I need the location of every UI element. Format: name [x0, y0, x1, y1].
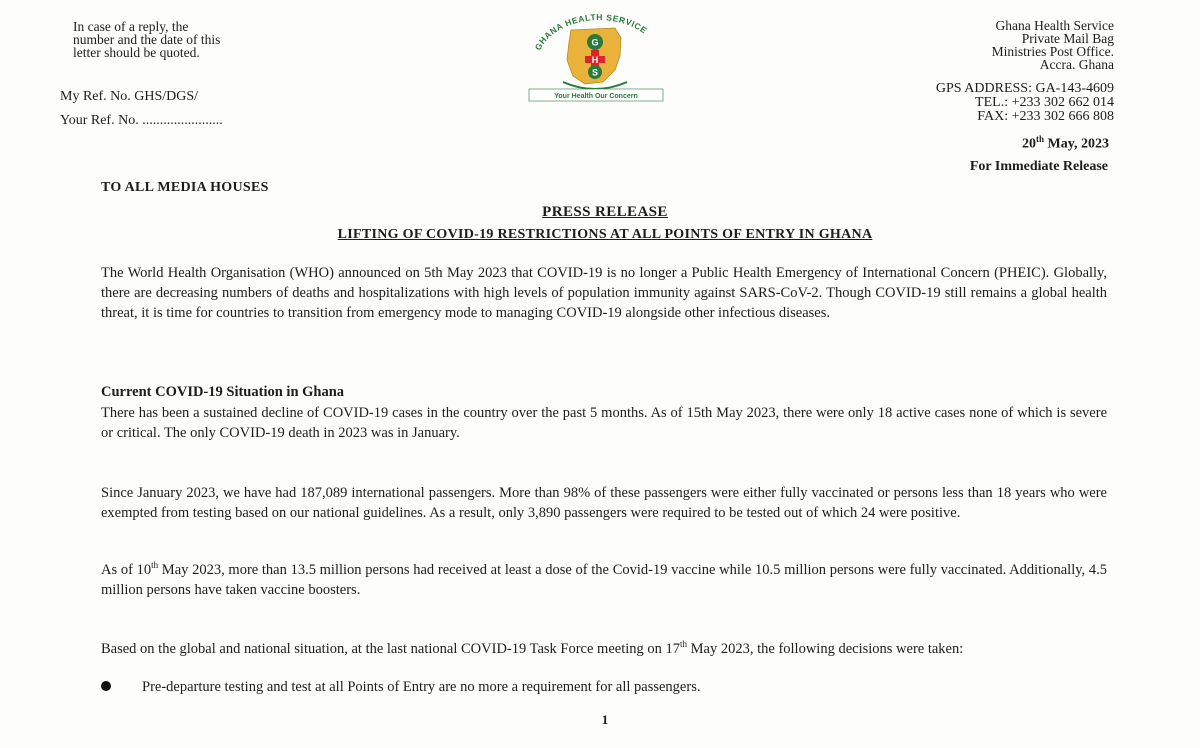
reply-instructions-line: number and the date of this: [73, 32, 221, 47]
vaccine-text-start: As of 10: [101, 562, 152, 578]
address-line: Private Mail Bag: [1021, 31, 1114, 46]
bullet-item: Pre-departure testing and test at all Points of Entry are no more a requirement for all passengers.: [142, 679, 701, 695]
ghs-logo: [523, 12, 669, 102]
vaccine-paragraph: [101, 560, 1107, 600]
date-suffix: th: [1036, 134, 1045, 144]
situation-heading: Current COVID-19 Situation in Ghana: [101, 384, 345, 400]
ghs-address: [992, 19, 1114, 71]
release-date: [1022, 134, 1109, 153]
situation-paragraph: There has been a sustained decline of COVID-19 cases in the country over the past 5 months. As of 15th May 2023, there were only 18 active cases none of which is severe or critical. The only COVID-19 death in 2023 was in January.: [101, 405, 1107, 441]
document-subtitle: LIFTING OF COVID-19 RESTRICTIONS AT ALL POINTS OF ENTRY IN GHANA: [337, 227, 873, 242]
my-reference: My Ref. No. GHS/DGS/: [60, 89, 199, 104]
reply-instructions: [73, 20, 220, 59]
vaccine-sup: th: [151, 560, 159, 571]
decisions-paragraph: [101, 639, 1107, 659]
telephone: TEL.: +233 302 662 014: [975, 95, 1114, 110]
document-title: PRESS RELEASE: [542, 204, 668, 220]
passengers-paragraph: Since January 2023, we have had 187,089 international passengers. More than 98% of these passengers were either fully vaccinated or persons less than 18 years who were exempted from testing based on our national guidelines. As a result, only 3,890 passengers were required to be tested out of which 24 were positive.: [101, 485, 1107, 521]
decisions-text-start: Based on the global and national situation, at the last national COVID-19 Task Force meeting on 17: [101, 641, 681, 657]
reply-instructions-line: letter should be quoted.: [73, 45, 200, 60]
page-number: 1: [601, 712, 609, 727]
gps-address: GPS ADDRESS: GA-143-4609: [935, 81, 1114, 96]
logo-letter-g: G: [591, 37, 599, 48]
decisions-text-end: May 2023, the following decisions were taken:: [687, 641, 964, 657]
reply-instructions-line: In case of a reply, the: [73, 19, 189, 34]
logo-letter-s: S: [591, 67, 599, 78]
fax: FAX: +233 302 666 808: [977, 109, 1114, 124]
date-rest: May, 2023: [1044, 136, 1109, 152]
logo-tagline: Your Health Our Concern: [554, 93, 638, 100]
logo-arc-text: GHANA HEALTH SERVICE: [532, 12, 650, 52]
vaccine-text-end: May 2023, more than 13.5 million persons had received at least a dose of the Covid-19 vaccine while 10.5 million persons were fully vaccinated. Additionally, 4.5 million persons have taken vaccine boosters.: [101, 562, 1107, 598]
intro-paragraph: The World Health Organisation (WHO) announced on 5th May 2023 that COVID-19 is no longer a Public Health Emergency of International Concern (PHEIC). Globally, there are decreasing numbers of deaths and hospitalizations with high levels of population immunity against SARS-CoV-2. Though COVID-19 still remains a global health threat, it is time for countries to transition from emergency mode to managing COVID-19 alongside other infectious diseases.: [101, 265, 1107, 321]
date-day: 20: [1022, 136, 1037, 152]
contact-block: [936, 82, 1114, 124]
addressee: TO ALL MEDIA HOUSES: [101, 180, 269, 195]
your-reference: Your Ref. No. .......................: [60, 113, 223, 128]
release-type: For Immediate Release: [969, 159, 1108, 174]
ghs-emblem-icon: [523, 12, 669, 102]
address-line: Ministries Post Office.: [991, 44, 1114, 59]
logo-letter-h: H: [591, 55, 599, 65]
address-line: Accra. Ghana: [1039, 57, 1114, 72]
address-line: Ghana Health Service: [995, 18, 1114, 33]
decisions-sup: th: [680, 639, 688, 650]
bullet-icon: [101, 681, 111, 691]
